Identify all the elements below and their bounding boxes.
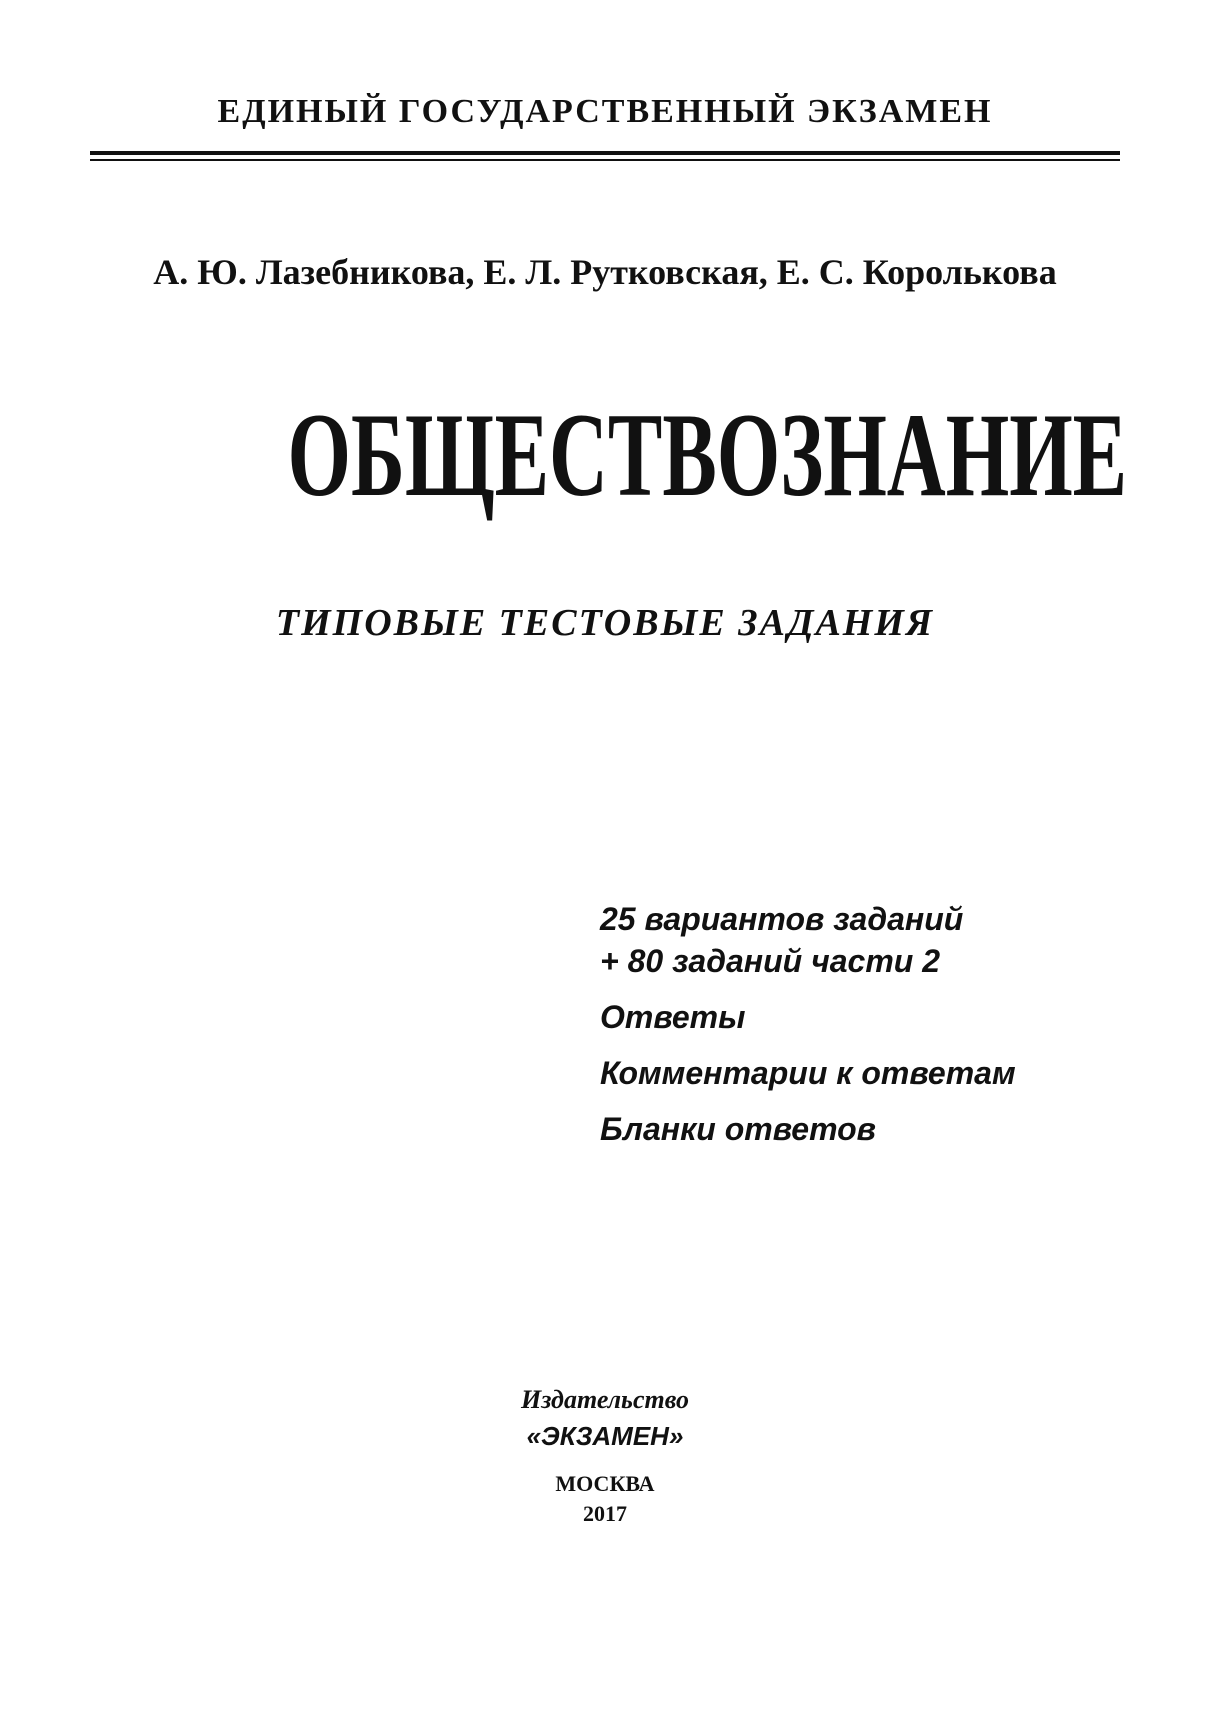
series-heading: ЕДИНЫЙ ГОСУДАРСТВЕННЫЙ ЭКЗАМЕН [217, 93, 993, 130]
book-subtitle: ТИПОВЫЕ ТЕСТОВЫЕ ЗАДАНИЯ [275, 602, 935, 644]
contents-item: Комментарии к ответам [600, 1055, 1016, 1091]
contents-item: 25 вариантов заданий [600, 901, 964, 937]
contents-item: Бланки ответов [600, 1111, 876, 1147]
header-rule-thin [90, 159, 1120, 161]
book-title [90, 380, 1128, 530]
header-rule-thick [90, 151, 1120, 155]
publisher-label: Издательство [521, 1385, 689, 1414]
publisher-name: «ЭКЗАМЕН» [526, 1421, 684, 1451]
imprint-city: МОСКВА [555, 1471, 655, 1496]
contents-item: + 80 заданий части 2 [600, 943, 941, 979]
authors: А. Ю. Лазебникова, Е. Л. Рутковская, Е. С. Королькова [153, 252, 1057, 292]
contents-list [600, 898, 1160, 1150]
contents-item: Ответы [600, 999, 746, 1035]
imprint-year: 2017 [583, 1501, 627, 1526]
book-title-text: ОБЩЕСТВОЗНАНИЕ [287, 388, 1128, 521]
